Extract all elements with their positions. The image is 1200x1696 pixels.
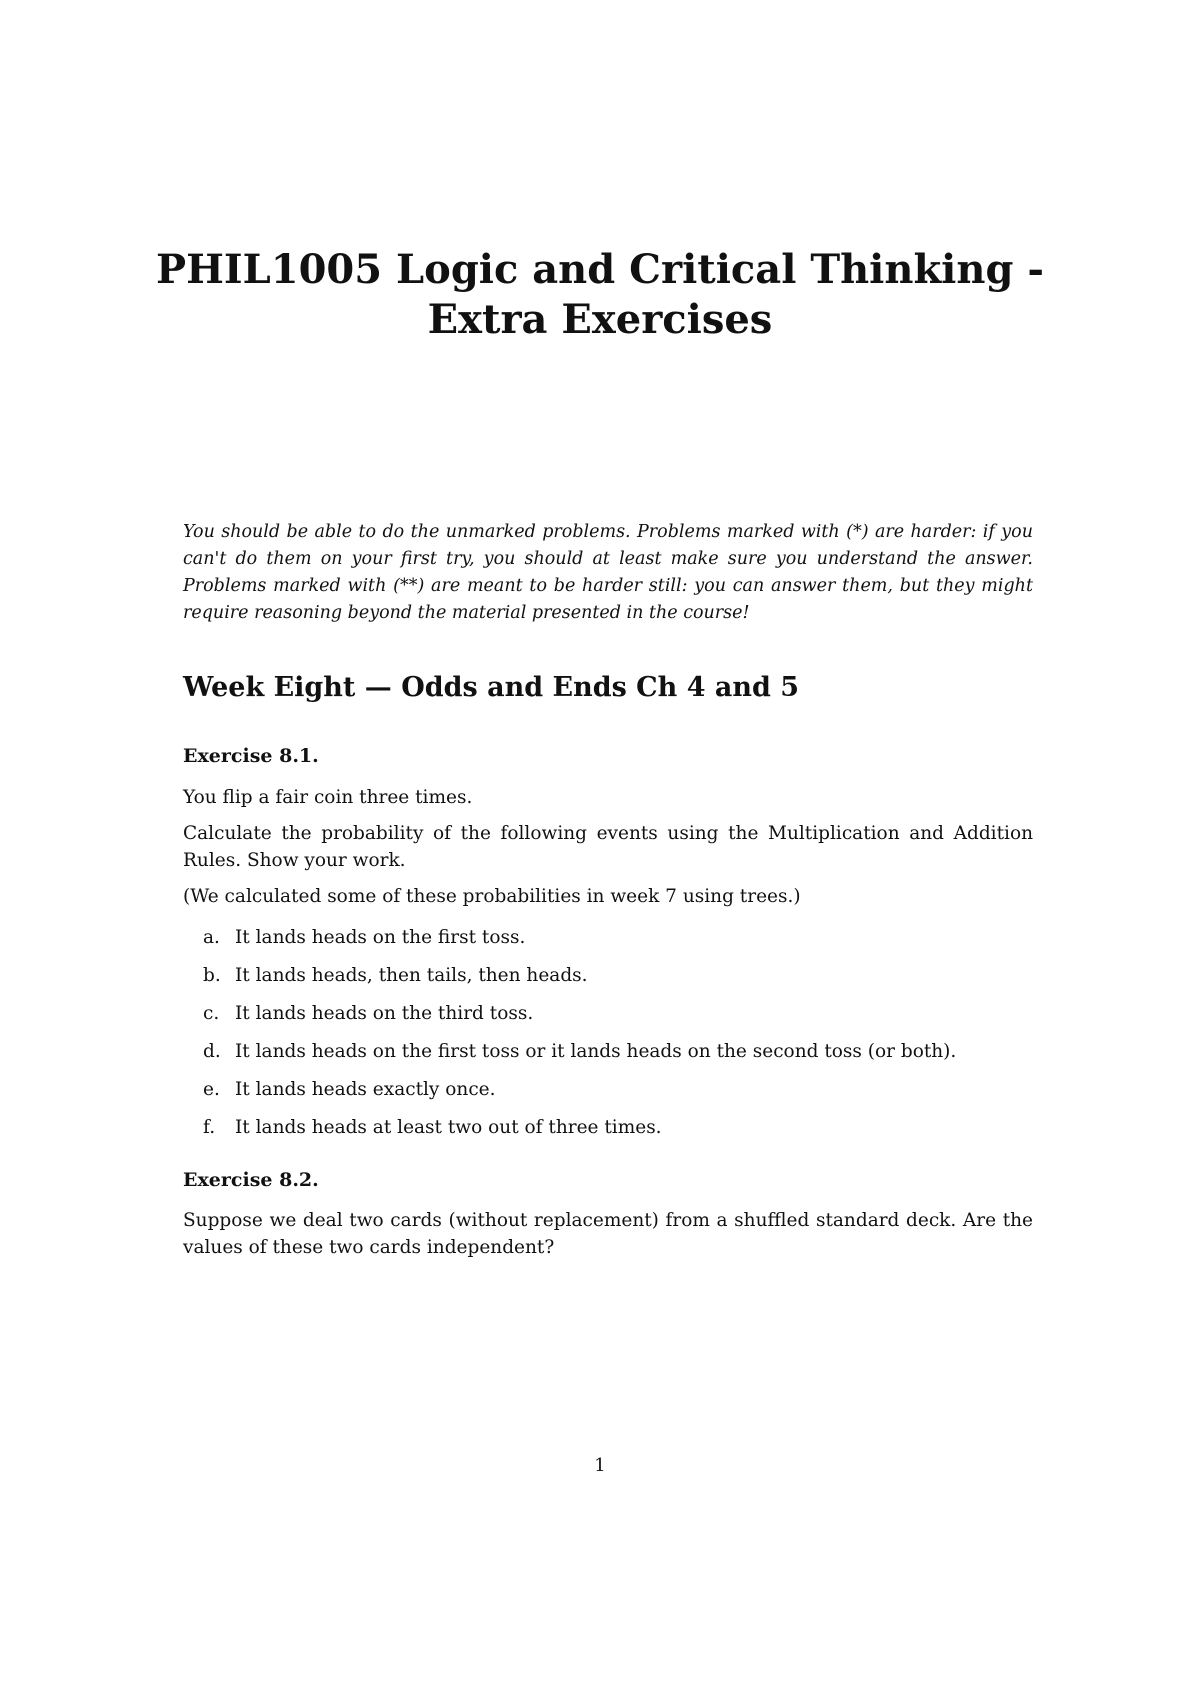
list-item-marker: c. <box>203 1003 220 1024</box>
list-item-text: It lands heads, then tails, then heads. <box>235 965 588 986</box>
exercise-8-1-heading: Exercise 8.1. <box>183 745 319 767</box>
list-item-marker: f. <box>203 1117 216 1138</box>
list-item <box>203 962 1033 1000</box>
list-item-text: It lands heads on the third toss. <box>235 1003 534 1024</box>
document-title-line-1: PHIL1005 Logic and Critical Thinking - <box>156 246 1044 293</box>
exercise-8-1-paragraph-1: You flip a fair coin three times. <box>183 787 473 808</box>
exercise-8-1-paragraph-3: (We calculated some of these probabilities in week 7 using trees.) <box>183 886 801 907</box>
intro-paragraph: You should be able to do the unmarked problems. Problems marked with (*) are harder: if you can't do them on your first try, you should at least make sure you understand the answer. Problems marked with (**) are meant to be harder still: you can answer them, but they might require reasoning beyond the material presented in the course! <box>183 522 1033 623</box>
section-heading: Week Eight — Odds and Ends Ch 4 and 5 <box>183 672 800 703</box>
list-item-marker: d. <box>203 1041 221 1062</box>
list-item <box>203 1000 1033 1038</box>
document-title-line-2: Extra Exercises <box>427 296 773 343</box>
list-item-marker: b. <box>203 965 221 986</box>
list-item <box>203 1114 1033 1152</box>
list-item-marker: e. <box>203 1079 220 1100</box>
list-item <box>203 924 1033 962</box>
page-number: 1 <box>594 1455 606 1476</box>
exercise-8-1-paragraph-2: Calculate the probability of the following events using the Multiplication and Addition Rules. Show your work. <box>183 823 1033 871</box>
exercise-8-1-item-list <box>203 924 1033 1152</box>
list-item <box>203 1076 1033 1114</box>
list-item-text: It lands heads on the first toss or it lands heads on the second toss (or both). <box>235 1041 957 1062</box>
list-item-text: It lands heads on the first toss. <box>235 927 526 948</box>
exercise-8-2-heading: Exercise 8.2. <box>183 1169 319 1191</box>
list-item-marker: a. <box>203 927 220 948</box>
exercise-8-2-paragraph-1: Suppose we deal two cards (without replacement) from a shuffled standard deck. Are the values of these two cards independent? <box>183 1210 1033 1258</box>
document-title <box>100 245 1100 345</box>
list-item-text: It lands heads exactly once. <box>235 1079 496 1100</box>
list-item-text: It lands heads at least two out of three times. <box>235 1117 662 1138</box>
list-item <box>203 1038 1033 1076</box>
